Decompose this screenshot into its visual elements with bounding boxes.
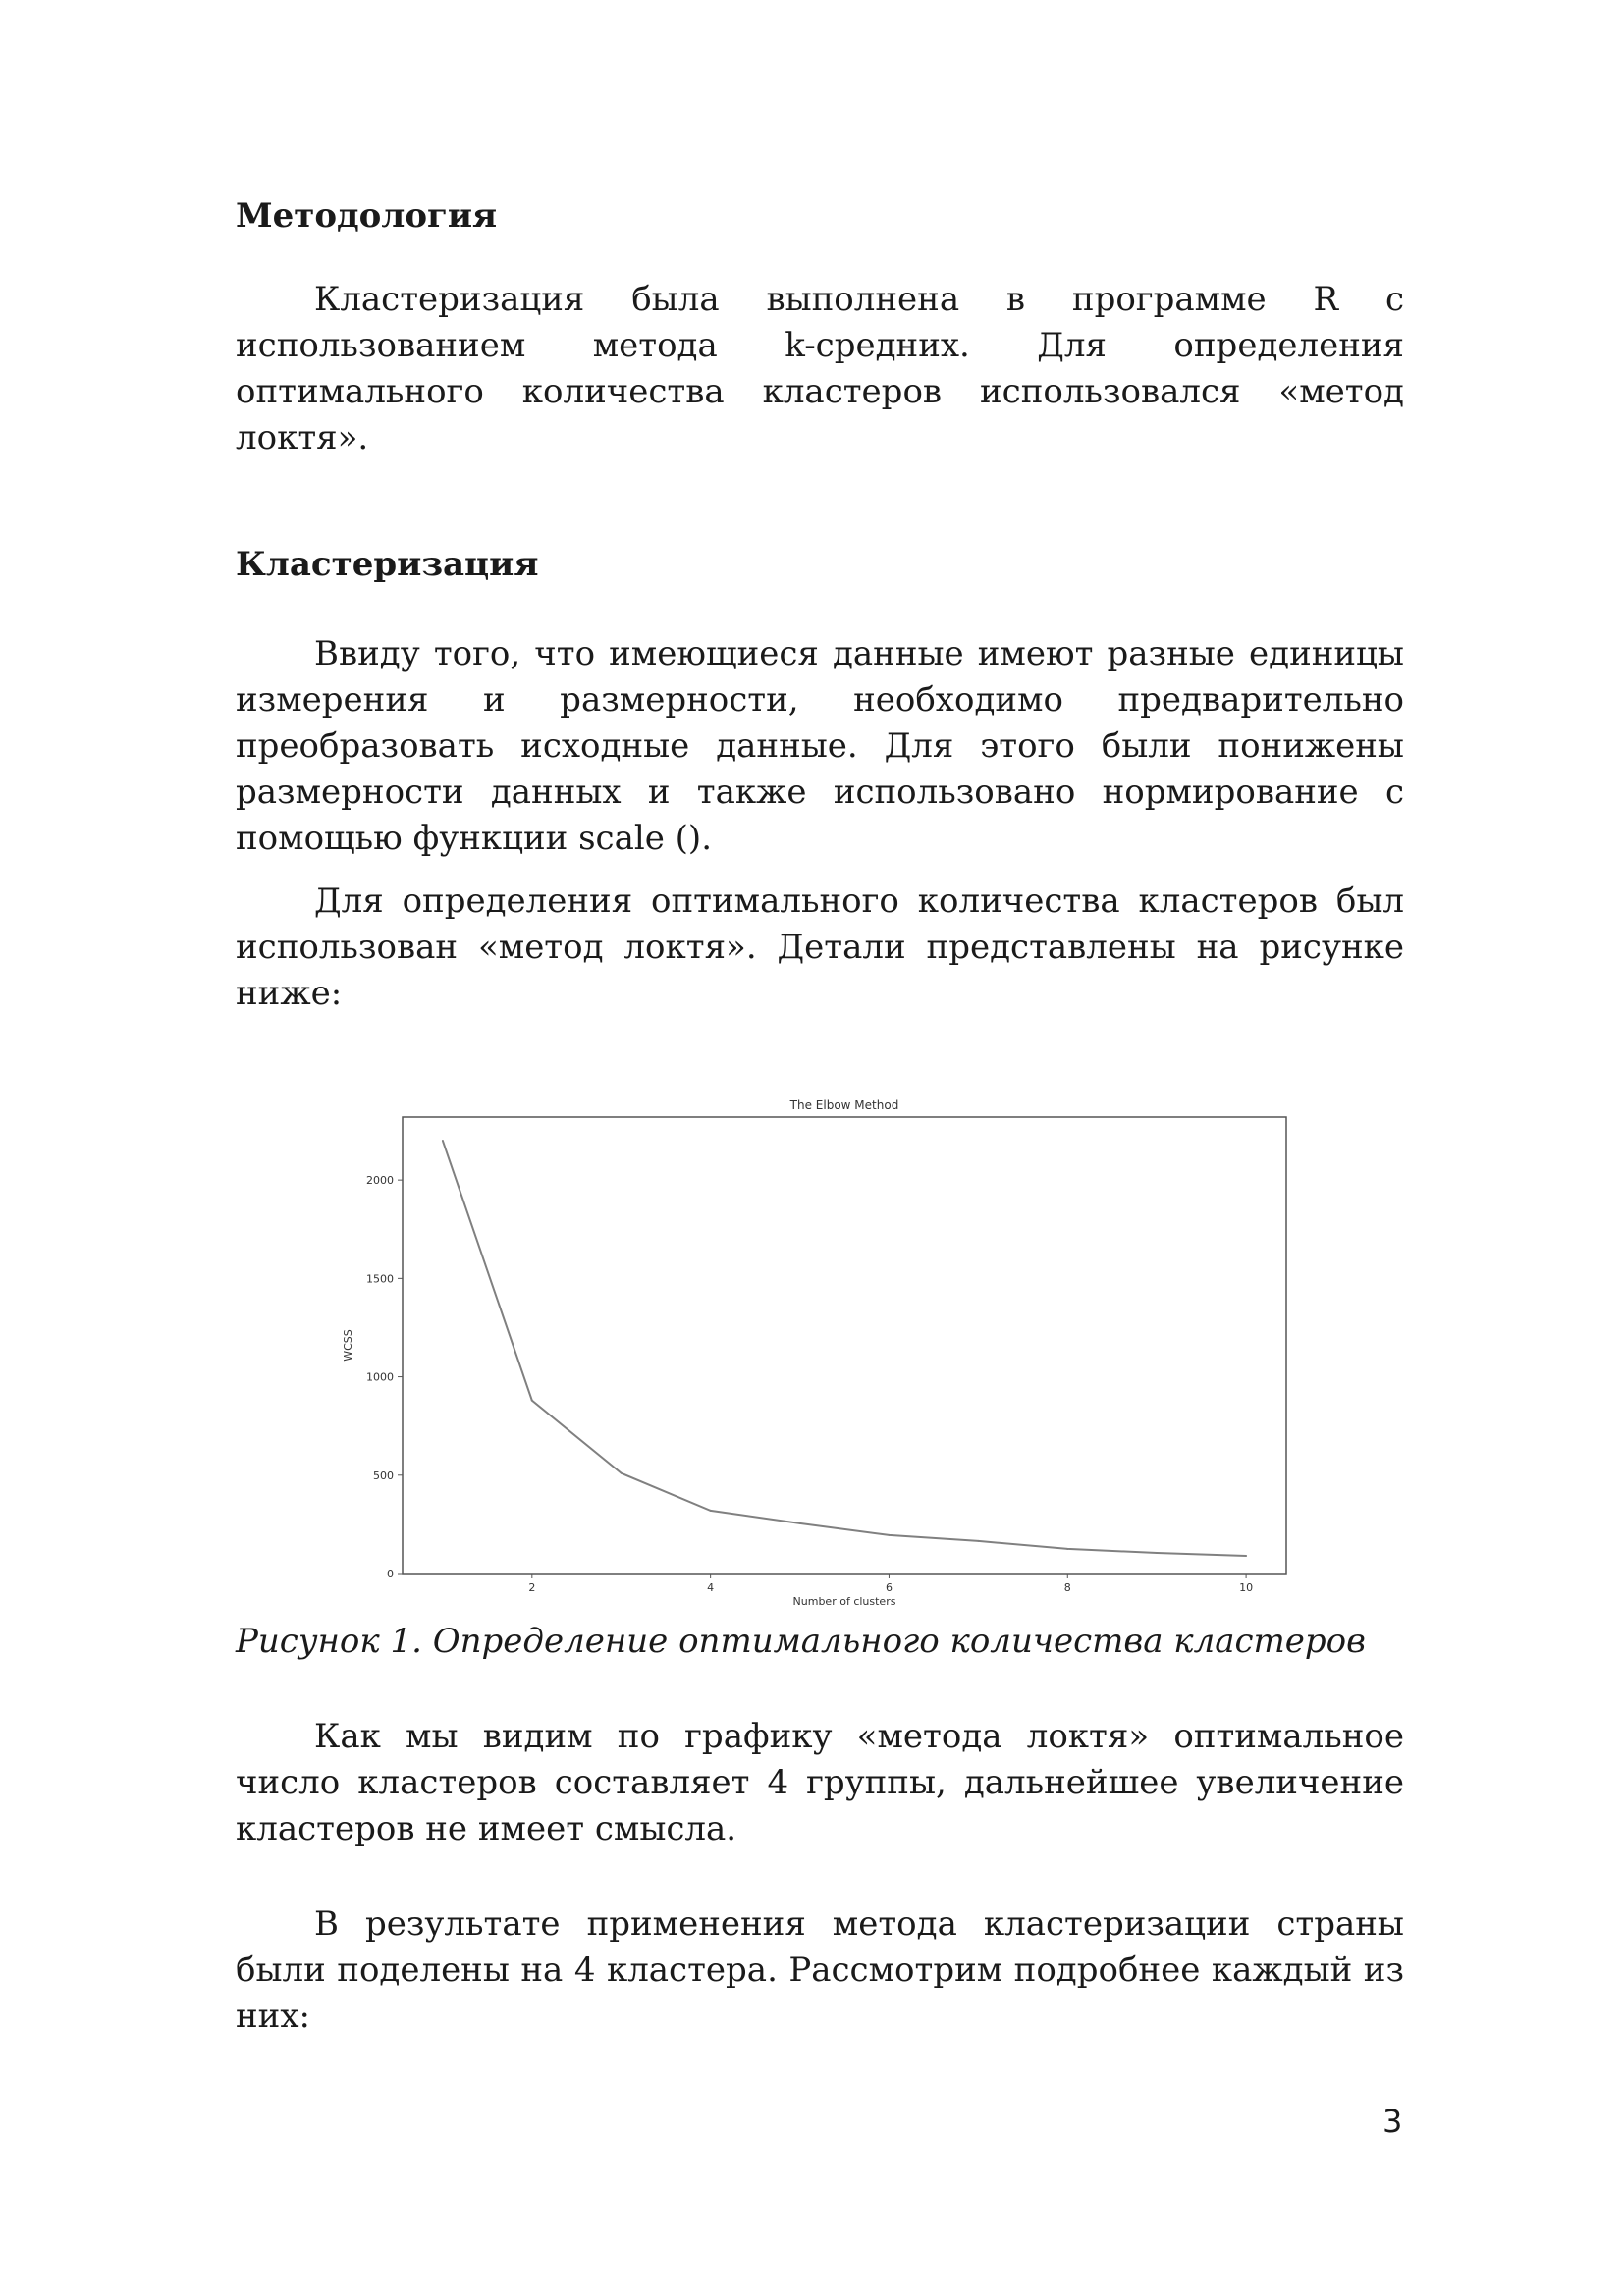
paragraph-clustering-2 (236, 879, 1404, 1017)
y-tick-label: 500 (373, 1468, 394, 1482)
y-tick-label: 0 (387, 1568, 394, 1580)
elbow-chart (334, 1090, 1306, 1610)
y-tick-label: 1000 (366, 1370, 394, 1384)
data-point (1245, 1555, 1247, 1557)
plot-frame (403, 1117, 1286, 1574)
paragraph-conclusion (236, 1714, 1404, 1852)
data-point (621, 1472, 623, 1474)
data-point (531, 1400, 533, 1402)
paragraph-result-text: В результате применения метода кластеризации страны были поделены на 4 кластера. Рассмотрим подробнее каждый из них: (236, 1904, 1404, 2036)
paragraph-clustering-1 (236, 631, 1404, 862)
data-point (977, 1540, 979, 1542)
wcss-series-line (443, 1141, 1246, 1556)
paragraph-clustering-1-text: Ввиду того, что имеющиеся данные имеют разные единицы измерения и размерности, необходимо предварительно преобразовать исходные данные. Для этого были понижены размерности данных и также использовано нормирование с помощью функции scale (). (236, 634, 1404, 858)
x-axis-label: Number of clusters (792, 1595, 896, 1608)
x-tick-label: 6 (885, 1581, 893, 1594)
paragraph-result (236, 1901, 1404, 2040)
page-number: 3 (1382, 2103, 1403, 2140)
x-tick-label: 4 (707, 1581, 715, 1594)
y-tick-label: 1500 (366, 1272, 394, 1286)
data-point (442, 1140, 444, 1142)
y-tick-label: 2000 (366, 1174, 394, 1188)
heading-methodology: Методология (236, 196, 498, 236)
data-point (1156, 1552, 1158, 1554)
paragraph-methodology-text: Кластеризация была выполнена в программе R с использованием метода k-средних. Для определения оптимального количества кластеров использовался «метод локтя». (236, 280, 1404, 457)
paragraph-conclusion-text: Как мы видим по графику «метода локтя» оптимальное число кластеров составляет 4 группы, дальнейшее увеличение кластеров не имеет смысла. (236, 1717, 1404, 1848)
data-point (888, 1534, 890, 1536)
data-point (1066, 1548, 1068, 1550)
x-tick-label: 8 (1063, 1581, 1071, 1594)
figure-caption: Рисунок 1. Определение оптимального количества кластеров (236, 1622, 1366, 1661)
heading-clustering: Кластеризация (236, 545, 539, 584)
chart-title: The Elbow Method (789, 1098, 899, 1112)
data-point (710, 1510, 712, 1512)
x-tick-label: 10 (1239, 1581, 1254, 1594)
y-axis-label: WCSS (342, 1329, 354, 1362)
paragraph-clustering-2-text: Для определения оптимального количества кластеров был использован «метод локтя». Детали представлены на рисунке ниже: (236, 881, 1404, 1013)
data-point (799, 1522, 801, 1524)
paragraph-methodology (236, 277, 1404, 461)
x-tick-label: 2 (528, 1581, 536, 1594)
